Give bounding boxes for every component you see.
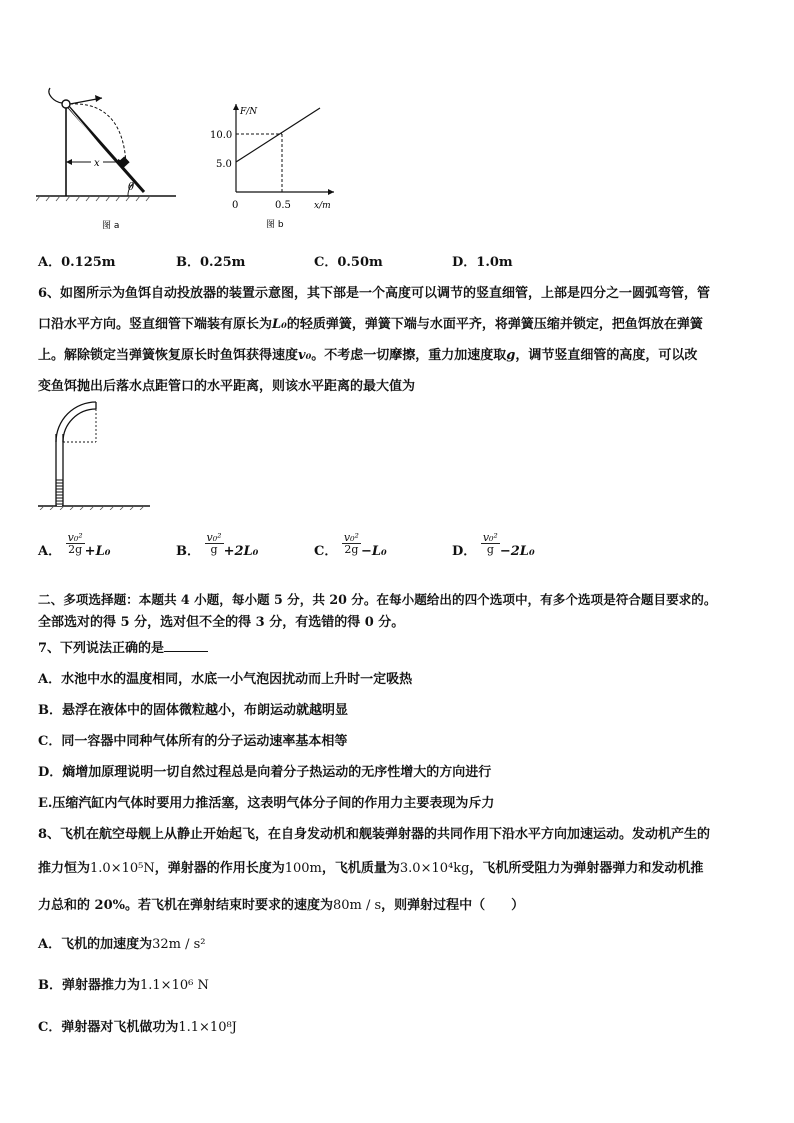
q8-stem-line-3	[38, 894, 524, 913]
fraction-denominator: g	[481, 543, 500, 555]
figure-b-caption: 图 b	[266, 220, 284, 230]
figure-b	[196, 100, 346, 234]
q8-stem-text: ，飞机所受阻力为弹射器弹力和发动机推	[469, 861, 704, 876]
q6-option-d[interactable]	[452, 532, 535, 559]
q7-option-a[interactable]: A．水池中水的温度相同，水底一小气泡因扰动而上升时一定吸热	[38, 672, 413, 687]
q7-stem	[38, 637, 208, 656]
q8-mass-value: 3.0×10⁴kg	[399, 861, 470, 876]
fraction-denominator: 2g	[342, 543, 361, 555]
q5-option-letter: D．	[452, 255, 477, 270]
q5-option-letter: B．	[176, 255, 200, 270]
figure-a	[36, 84, 186, 234]
q6-stem-line-1: 6、如图所示为鱼饵自动投放器的装置示意图，其下部是一个高度可以调节的竖直细管，上部是四分之一圆弧弯管，管	[38, 286, 711, 301]
answer-blank[interactable]	[164, 640, 208, 652]
q6-stem-text: 口沿水平方向。竖直细管下端装有原长为	[38, 317, 273, 332]
q6-option-b[interactable]	[176, 532, 258, 559]
fraction-numerator: v₀²	[343, 531, 359, 544]
q6-stem-line-2	[38, 313, 703, 332]
q8-option-text: A．飞机的加速度为	[38, 937, 153, 952]
q8-option-c[interactable]	[38, 1016, 237, 1035]
q5-option-letter: A．	[38, 255, 62, 270]
figure-a-caption: 图 a	[102, 221, 120, 231]
q8-stem-text: 推力恒为	[38, 861, 91, 876]
fraction-numerator: v₀²	[206, 531, 222, 544]
fraction-numerator: v₀²	[67, 531, 83, 544]
q5-option-c[interactable]	[314, 251, 383, 270]
q5-option-a[interactable]	[38, 251, 116, 270]
q6-option-a-fraction	[66, 532, 85, 555]
q6-option-tail: +2L₀	[223, 544, 259, 559]
q6-symbol-v0: v₀	[298, 348, 312, 363]
q6-stem-line-4: 变鱼饵抛出后落水点距管口的水平距离，则该水平距离的最大值为	[38, 379, 416, 394]
q6-option-c-fraction	[342, 532, 361, 555]
section-2-heading-line-2: 全部选对的得 5 分，选对但不全的得 3 分，有选错的得 0 分。	[38, 615, 405, 630]
figure-b-tick-x-mid: 0.5	[275, 200, 291, 211]
figure-b-tick-y-upper: 10.0	[210, 130, 233, 141]
q6-option-letter: B．	[176, 544, 200, 559]
q8-engine-thrust-value: 1.0×10⁵N	[90, 861, 155, 876]
q6-stem-line-3	[38, 344, 697, 363]
q5-option-text: 1.0m	[476, 255, 513, 270]
figure-b-y-axis-label: F/N	[240, 107, 258, 117]
q8-stem-text: 力总和的 20%。若飞机在弹射结束时要求的速度为	[38, 898, 333, 913]
section-2-heading-line-1: 二、多项选择题：本题共 4 小题，每小题 5 分，共 20 分。在每小题给出的四个选项中，有多个选项是符合题目要求的。	[38, 592, 717, 607]
q8-speed-value: 80m / s	[332, 898, 382, 913]
q5-option-text: 0.50m	[337, 255, 383, 270]
q6-stem-text: 。不考虑一切摩擦，重力加速度取	[311, 348, 507, 363]
q8-stem-line-1: 8、飞机在航空母舰上从静止开始起飞，在自身发动机和舰装弹射器的共同作用下沿水平方向加速运动。发动机产生的	[38, 827, 711, 842]
q5-option-d[interactable]	[452, 251, 513, 270]
fraction-denominator: 2g	[66, 543, 85, 555]
q6-stem-text: ，调节竖直细管的高度，可以改	[515, 348, 698, 363]
q5-option-text: 0.125m	[61, 255, 116, 270]
figure-b-tick-x-origin: 0	[232, 200, 239, 211]
fraction-numerator: v₀²	[482, 531, 498, 544]
q8-option-b-value: 1.1×10⁶ N	[140, 978, 209, 993]
q6-option-tail: −L₀	[360, 544, 387, 559]
figure-b-x-axis-label: x/m	[314, 201, 331, 211]
q6-option-tail: +L₀	[84, 544, 111, 559]
q8-stem-text: ，弹射器的作用长度为	[154, 861, 285, 876]
q6-stem-text: 的轻质弹簧，弹簧下端与水面平齐，将弹簧压缩并锁定，把鱼饵放在弹簧	[286, 317, 703, 332]
q6-option-d-fraction	[481, 532, 500, 555]
q7-option-e[interactable]: E.压缩汽缸内气体时要用力推活塞，这表明气体分子间的作用力主要表现为斥力	[38, 796, 495, 811]
q5-option-text: 0.25m	[200, 255, 246, 270]
q6-option-a[interactable]	[38, 532, 110, 559]
q6-option-letter: C．	[314, 544, 338, 559]
q6-option-letter: D．	[452, 544, 477, 559]
q6-option-tail: −2L₀	[499, 544, 535, 559]
q6-stem-text: 上。解除锁定当弹簧恢复原长时鱼饵获得速度	[38, 348, 299, 363]
q8-stem-text: ，飞机质量为	[321, 861, 400, 876]
q5-option-b[interactable]	[176, 251, 245, 270]
q8-option-c-value: 1.1×10⁸J	[178, 1020, 237, 1035]
q8-catapult-length-value: 100m	[284, 861, 322, 876]
q8-stem-text: ，则弹射过程中（ ）	[381, 898, 525, 913]
figure-b-tick-y-lower: 5.0	[216, 159, 232, 170]
q8-option-text: C．弹射器对飞机做功为	[38, 1020, 179, 1035]
figure-a-theta-label: θ	[128, 182, 135, 193]
q7-option-c[interactable]: C．同一容器中同种气体所有的分子运动速率基本相等	[38, 734, 348, 749]
fraction-denominator: g	[205, 543, 224, 555]
q8-option-a-value: 32m / s²	[152, 937, 206, 952]
q6-symbol-l0: L₀	[272, 317, 287, 332]
q6-option-letter: A．	[38, 544, 62, 559]
figure-a-x-label: x	[94, 158, 100, 169]
q7-option-d[interactable]: D．熵增加原理说明一切自然过程总是向着分子热运动的无序性增大的方向进行	[38, 765, 492, 780]
q8-stem-line-2	[38, 857, 703, 876]
q6-option-b-fraction	[205, 532, 224, 555]
q8-option-b[interactable]	[38, 974, 209, 993]
q8-option-text: B．弹射器推力为	[38, 978, 140, 993]
q6-symbol-g: g	[506, 348, 516, 363]
q6-figure-fish-bait-launcher	[36, 398, 156, 510]
q5-option-letter: C．	[314, 255, 338, 270]
q7-option-b[interactable]: B．悬浮在液体中的固体微粒越小，布朗运动就越明显	[38, 703, 348, 718]
q6-option-c[interactable]	[314, 532, 387, 559]
q8-option-a[interactable]	[38, 933, 206, 952]
q7-stem-text: 7、下列说法正确的是	[38, 641, 165, 656]
